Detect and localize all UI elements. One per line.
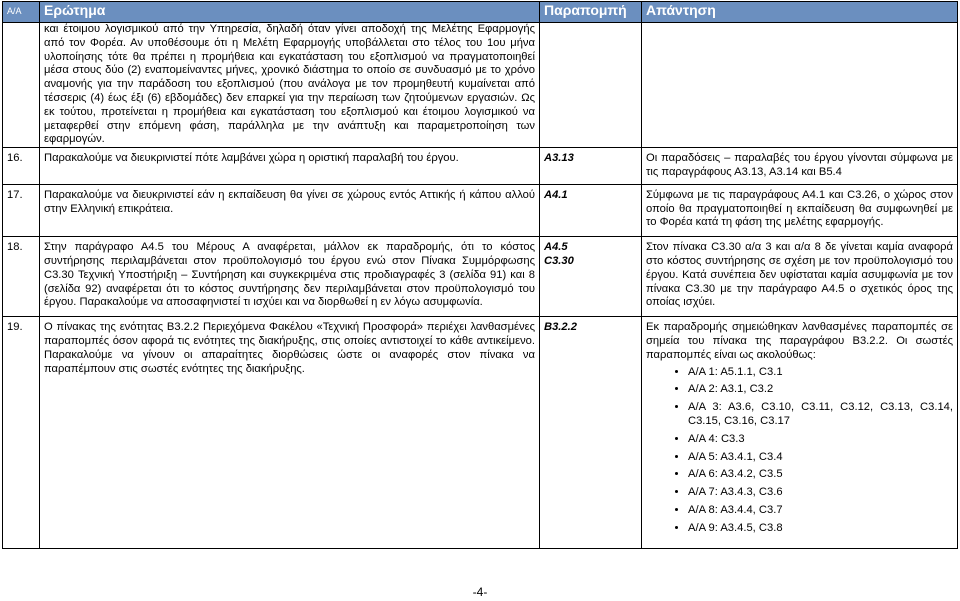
row-number: 18. xyxy=(3,237,40,317)
row-question: Ο πίνακας της ενότητας Β3.2.2 Περιεχόμενα Φακέλου «Τεχνική Προσφορά» περιέχει λανθασμένες παραπομπές όσον αφορά τις ενότητες της διακήρυξης, στις οποίες αντιστοιχεί το κάθε αντικείμενο. Παρακαλούμε να γίνουν οι απαραίτητες διορθώσεις ώστε οι αναφορές στον πίνακα να παραπέμπουν στις σωστές ενότητες της διακήρυξης. xyxy=(40,317,540,548)
list-item: • Α/Α 4: C3.3 xyxy=(688,433,953,447)
header-answer: Απάντηση xyxy=(642,2,958,23)
header-reference: Παραπομπή xyxy=(540,2,642,23)
header-aa: Α/Α xyxy=(3,2,40,23)
qa-table xyxy=(2,1,958,549)
row-reference: Α4.5 xyxy=(544,241,568,254)
table-row xyxy=(3,184,958,236)
list-item: • Α/Α 6: Α3.4.2, C3.5 xyxy=(688,468,953,482)
row-question: και έτοιμου λογισμικού από την Υπηρεσία, δηλαδή όταν γίνει αποδοχή της Μελέτης Εφαρμογής από τον Φορέα. Αν υποθέσουμε ότι η Μελέτη Εφαρμογής υποβάλλεται στο τέλος του 1ου μήνα υλοποίησης τότε θα πρέπει η προμήθεια και εγκατάσταση του εξοπλισμού να πραγματοποιηθεί μέσα στους δύο (2) εναπομείναντες μήνες, χρονικό διάστημα το οποίο σε συνδυασμό με το χρόνο αναμονής για την παράδοση του εξοπλισμού (που ανάλογα με τον προμηθευτή κυμαίνεται από τέσσερις (4) έως έξι (6) εβδομάδες) δεν επαρκεί για την περαίωση των ζητούμενων εργασιών. Ως εκ τούτου, προτείνεται η προμήθεια και εγκατάσταση του εξοπλισμού και έτοιμου λογισμικού να μεταφερθεί στην επόμενη φάση, παράλληλα με την ανάπτυξη και παραμετροποίηση των εφαρμογών. xyxy=(40,23,540,148)
page-number: -4- xyxy=(472,585,488,599)
row-number: 16. xyxy=(3,148,40,185)
list-item: • Α/Α 9: Α3.4.5, C3.8 xyxy=(688,522,953,536)
list-item: • Α/Α 3: Α3.6, C3.10, C3.11, C3.12, C3.13, C3.14, C3.15, C3.16, C3.17 xyxy=(688,401,953,429)
row-answer: Οι παραδόσεις – παραλαβές του έργου γίνονται σύμφωνα με τις παραγράφους Α3.13, Α3.14 και Β5.4 xyxy=(642,148,958,185)
row-reference: Β3.2.2 xyxy=(540,317,642,548)
row-number: 17. xyxy=(3,184,40,236)
list-item: • Α/Α 7: Α3.4.3, C3.6 xyxy=(688,486,953,500)
row-number xyxy=(3,23,40,148)
row-question: Παρακαλούμε να διευκρινιστεί εάν η εκπαίδευση θα γίνει σε χώρους εντός Αττικής ή κάπου αλλού στην Ελληνική επικράτεια. xyxy=(40,184,540,236)
row-reference xyxy=(540,23,642,148)
row-answer xyxy=(642,23,958,148)
header-question: Ερώτημα xyxy=(40,2,540,23)
row-reference-cell xyxy=(540,237,642,317)
row-number: 19. xyxy=(3,317,40,548)
row-reference: Α4.1 xyxy=(540,184,642,236)
table-header-row xyxy=(3,2,958,23)
row-answer-cell xyxy=(642,317,958,548)
row-question: Παρακαλούμε να διευκρινιστεί πότε λαμβάνει χώρα η οριστική παραλαβή του έργου. xyxy=(40,148,540,185)
row-question: Στην παράγραφο Α4.5 του Μέρους Α αναφέρεται, μάλλον εκ παραδρομής, ότι το κόστος συντήρησης περιλαμβάνεται στον προϋπολογισμό του έργου ενώ στον Πίνακα Συμμόρφωσης C3.30 Τεχνική Υποστήριξη – Συντήρηση και συγκεκριμένα στις προδιαγραφές 3 (σελίδα 91) και 8 (σελίδα 92) αναφέρεται ότι το κόστος συντήρησης δεν περιλαμβάνεται στον προϋπολογισμό του έργου. Παρακαλούμε να αποσαφηνιστεί τι ισχύει και να διορθωθεί η εν λόγω ασυμφωνία. xyxy=(40,237,540,317)
list-item: • Α/Α 5: Α3.4.1, C3.4 xyxy=(688,451,953,465)
row-answer: Σύμφωνα με τις παραγράφους Α4.1 και C3.26, ο χώρος στον οποίο θα πραγματοποιηθεί η εκπαίδευση θα συμφωνηθεί με το Φορέα κατά τη φάση της μελέτης εφαρμογής. xyxy=(642,184,958,236)
list-item: • Α/Α 8: Α3.4.4, C3.7 xyxy=(688,504,953,518)
row-answer: Εκ παραδρομής σημειώθηκαν λανθασμένες παραπομπές σε σημεία του πίνακα της παραγράφου Β3.2.2. Οι σωστές παραπομπές είναι ως ακολούθως: xyxy=(646,321,953,361)
table-row xyxy=(3,317,958,548)
list-item: • Α/Α 2: Α3.1, C3.2 xyxy=(688,383,953,397)
row-answer: Στον πίνακα C3.30 α/α 3 και α/α 8 δε γίνεται καμία αναφορά στο κόστος συντήρησης σε σχέση με τον προϋπολογισμό του έργου. Κατά συνέπεια δεν υφίσταται καμία ασυμφωνία με τον πίνακα C3.30 με την παράγραφο Α4.5 ο σχετικός όρος της οποίας ισχύει. xyxy=(642,237,958,317)
table-row xyxy=(3,23,958,148)
table-row xyxy=(3,237,958,317)
list-item: • Α/Α 1: Α5.1.1, C3.1 xyxy=(688,366,953,380)
table-row xyxy=(3,148,958,185)
row-reference-secondary: C3.30 xyxy=(544,254,574,267)
answer-reference-list xyxy=(646,366,953,536)
row-reference: Α3.13 xyxy=(540,148,642,185)
